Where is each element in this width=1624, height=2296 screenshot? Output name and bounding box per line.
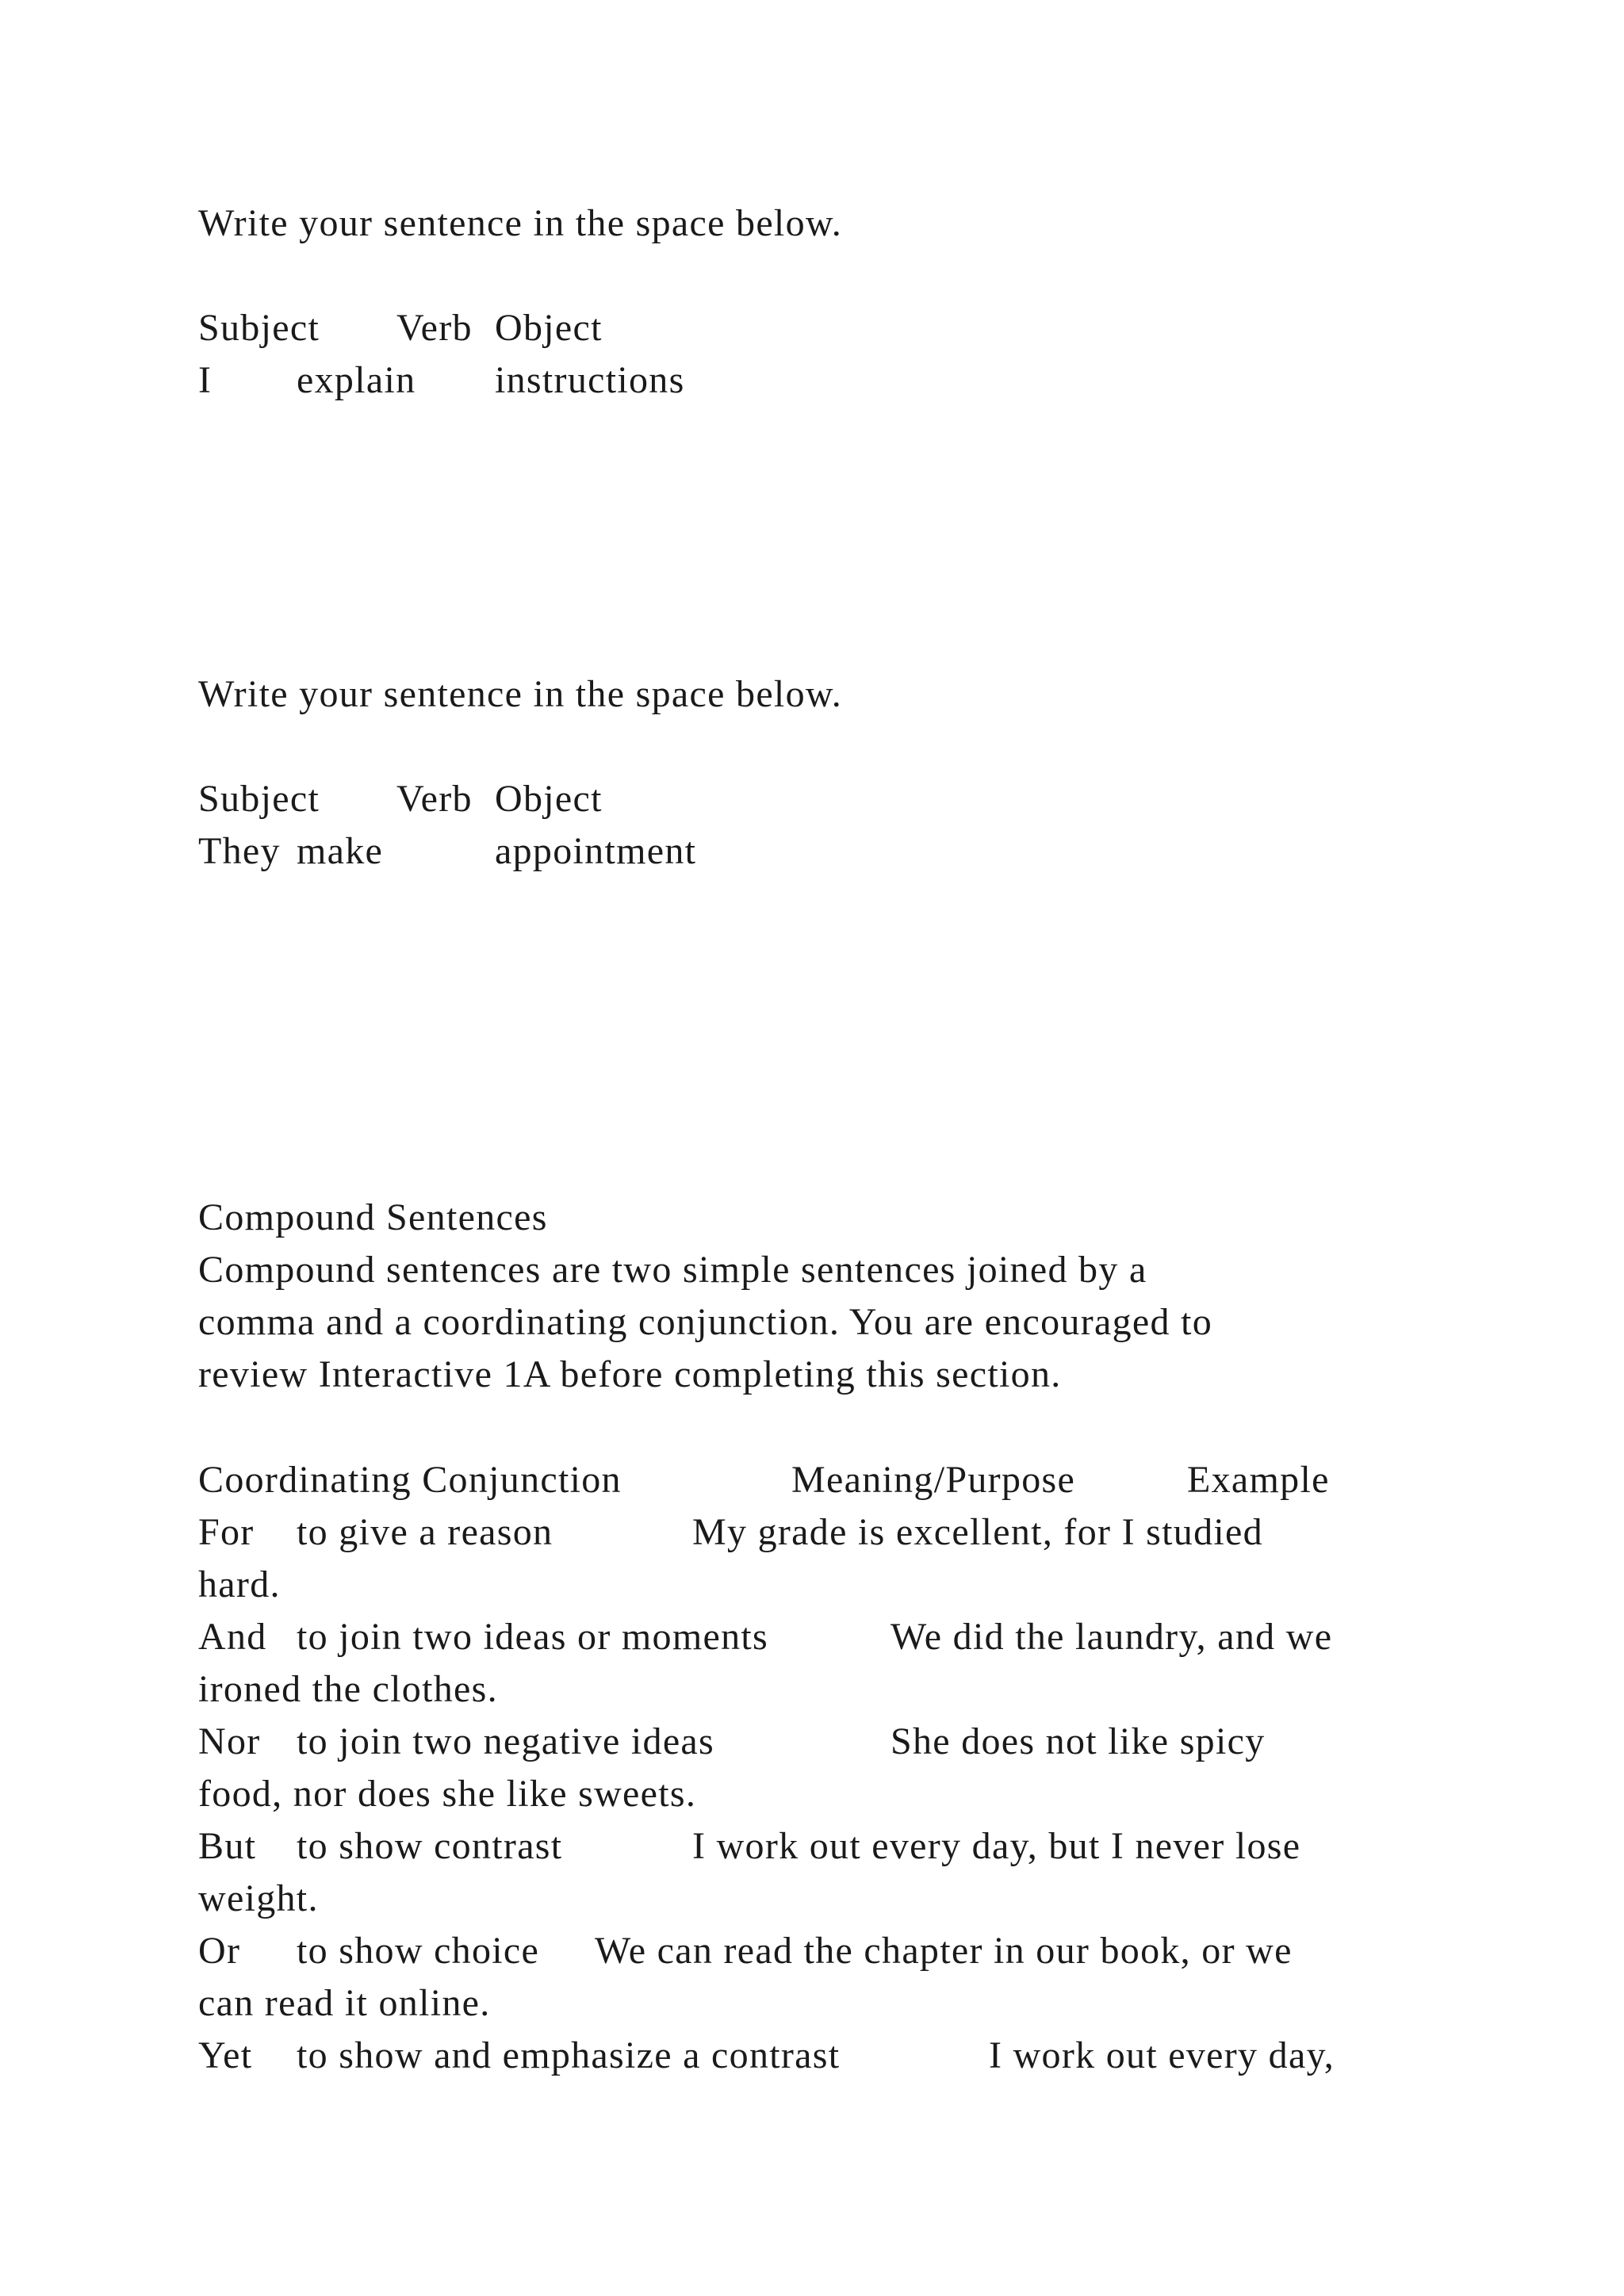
- row-example: I work out every day,: [989, 2034, 1335, 2076]
- exercise-1-object: instructions: [495, 359, 685, 401]
- exercise-2-header-verb: Verb: [396, 778, 473, 820]
- description-line: Compound sentences are two simple sentences joined by a: [198, 1249, 1147, 1291]
- row-meaning: to join two ideas or moments: [297, 1616, 769, 1658]
- header-example: Example: [1187, 1459, 1330, 1501]
- exercise-2-subject: They: [198, 830, 281, 872]
- row-conjunction: But: [198, 1825, 257, 1867]
- row-example: She does not like spicy: [891, 1720, 1266, 1762]
- row-example: I work out every day, but I never lose: [692, 1825, 1301, 1867]
- row-meaning: to join two negative ideas: [297, 1720, 715, 1762]
- row-meaning: to show contrast: [297, 1825, 563, 1867]
- exercise-2-object: appointment: [495, 830, 697, 872]
- row-conjunction: Nor: [198, 1720, 261, 1762]
- exercise-1-verb: explain: [297, 359, 416, 401]
- row-example: We did the laundry, and we: [891, 1616, 1333, 1658]
- description-line: comma and a coordinating conjunction. You are encouraged to: [198, 1301, 1213, 1343]
- row-example: We can read the chapter in our book, or we: [595, 1930, 1293, 1972]
- row-example-continuation: can read it online.: [198, 1982, 491, 2024]
- row-example-continuation: hard.: [198, 1563, 281, 1605]
- exercise-2-header-object: Object: [495, 778, 603, 820]
- exercise-1-header-object: Object: [495, 307, 603, 349]
- row-meaning: to show and emphasize a contrast: [297, 2034, 841, 2076]
- header-meaning: Meaning/Purpose: [791, 1459, 1076, 1501]
- row-conjunction: Or: [198, 1930, 241, 1972]
- exercise-1-header-verb: Verb: [396, 307, 473, 349]
- row-conjunction: Yet: [198, 2034, 253, 2076]
- exercise-1-instruction: Write your sentence in the space below.: [198, 202, 843, 244]
- row-conjunction: And: [198, 1616, 267, 1658]
- row-meaning: to show choice: [297, 1930, 540, 1972]
- row-meaning: to give a reason: [297, 1511, 553, 1553]
- row-example: My grade is excellent, for I studied: [692, 1511, 1263, 1553]
- exercise-2-header-subject: Subject: [198, 778, 320, 820]
- description-line: review Interactive 1A before completing this section.: [198, 1353, 1062, 1395]
- exercise-2-instruction: Write your sentence in the space below.: [198, 673, 843, 715]
- row-example-continuation: food, nor does she like sweets.: [198, 1773, 697, 1815]
- row-conjunction: For: [198, 1511, 255, 1553]
- exercise-2-verb: make: [297, 830, 384, 872]
- header-conjunction: Coordinating Conjunction: [198, 1459, 622, 1501]
- exercise-1-header-subject: Subject: [198, 307, 320, 349]
- row-example-continuation: weight.: [198, 1877, 319, 1919]
- exercise-1-subject: I: [198, 359, 213, 401]
- row-example-continuation: ironed the clothes.: [198, 1668, 498, 1710]
- compound-heading: Compound Sentences: [198, 1196, 548, 1238]
